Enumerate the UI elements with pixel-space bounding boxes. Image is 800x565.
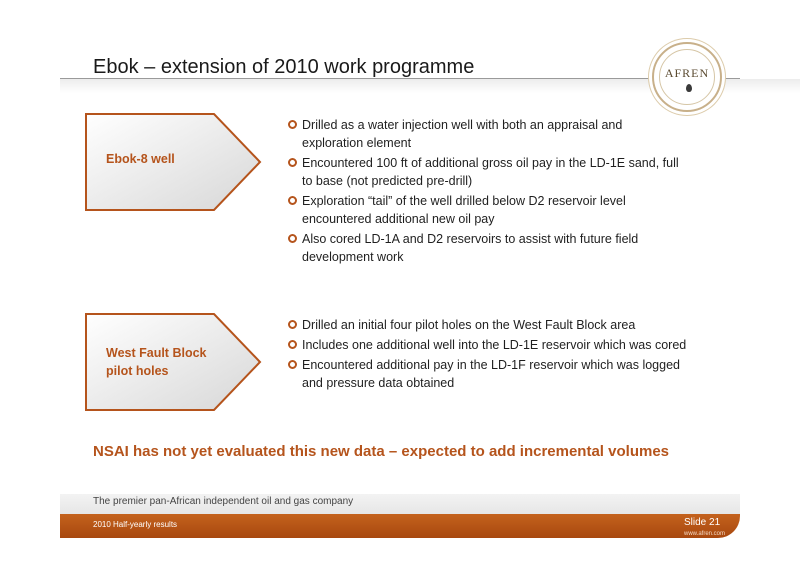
section-chevron-ebok8 bbox=[84, 112, 264, 212]
bullet-item: Drilled an initial four pilot holes on the West Fault Block area bbox=[288, 316, 728, 334]
footer-results-label: 2010 Half-yearly results bbox=[93, 520, 178, 529]
oil-drop-icon bbox=[686, 84, 692, 92]
bullet-circle-icon bbox=[288, 340, 297, 349]
section-label: Ebok-8 well bbox=[106, 152, 175, 166]
key-message: NSAI has not yet evaluated this new data – expected to add incremental volumes bbox=[93, 443, 669, 460]
slide-number: Slide 21 bbox=[684, 517, 721, 528]
section-bullets-ebok8 bbox=[288, 116, 708, 268]
company-tagline: The premier pan-African independent oil and gas company bbox=[93, 496, 354, 507]
afren-logo bbox=[652, 42, 722, 112]
bullet-item: Encountered additional pay in the LD-1F reservoir which was logged and pressure data obtained bbox=[288, 356, 728, 392]
logo-text: AFREN bbox=[664, 66, 710, 80]
slide-title: Ebok – extension of 2010 work programme bbox=[93, 56, 475, 78]
bullet-item: Includes one additional well into the LD-1E reservoir which was cored bbox=[288, 336, 728, 354]
bullet-item: Exploration “tail” of the well drilled below D2 reservoir level encountered additional new oil pay bbox=[288, 192, 708, 228]
bullet-item: Encountered 100 ft of additional gross oil pay in the LD-1E sand, full to base (not predicted pre-drill) bbox=[288, 154, 708, 190]
bullet-circle-icon bbox=[288, 234, 297, 243]
footer-url: www.afren.com bbox=[684, 531, 726, 537]
bullet-circle-icon bbox=[288, 158, 297, 167]
section-label: West Fault Block pilot holes bbox=[106, 346, 207, 378]
bullet-circle-icon bbox=[288, 360, 297, 369]
bullet-item: Also cored LD-1A and D2 reservoirs to assist with future field development work bbox=[288, 230, 708, 266]
bullet-circle-icon bbox=[288, 120, 297, 129]
section-bullets-west-fault-block bbox=[288, 316, 728, 394]
bullet-circle-icon bbox=[288, 196, 297, 205]
section-chevron-west-fault-block bbox=[84, 312, 264, 412]
bullet-circle-icon bbox=[288, 320, 297, 329]
bullet-item: Drilled as a water injection well with both an appraisal and exploration element bbox=[288, 116, 708, 152]
